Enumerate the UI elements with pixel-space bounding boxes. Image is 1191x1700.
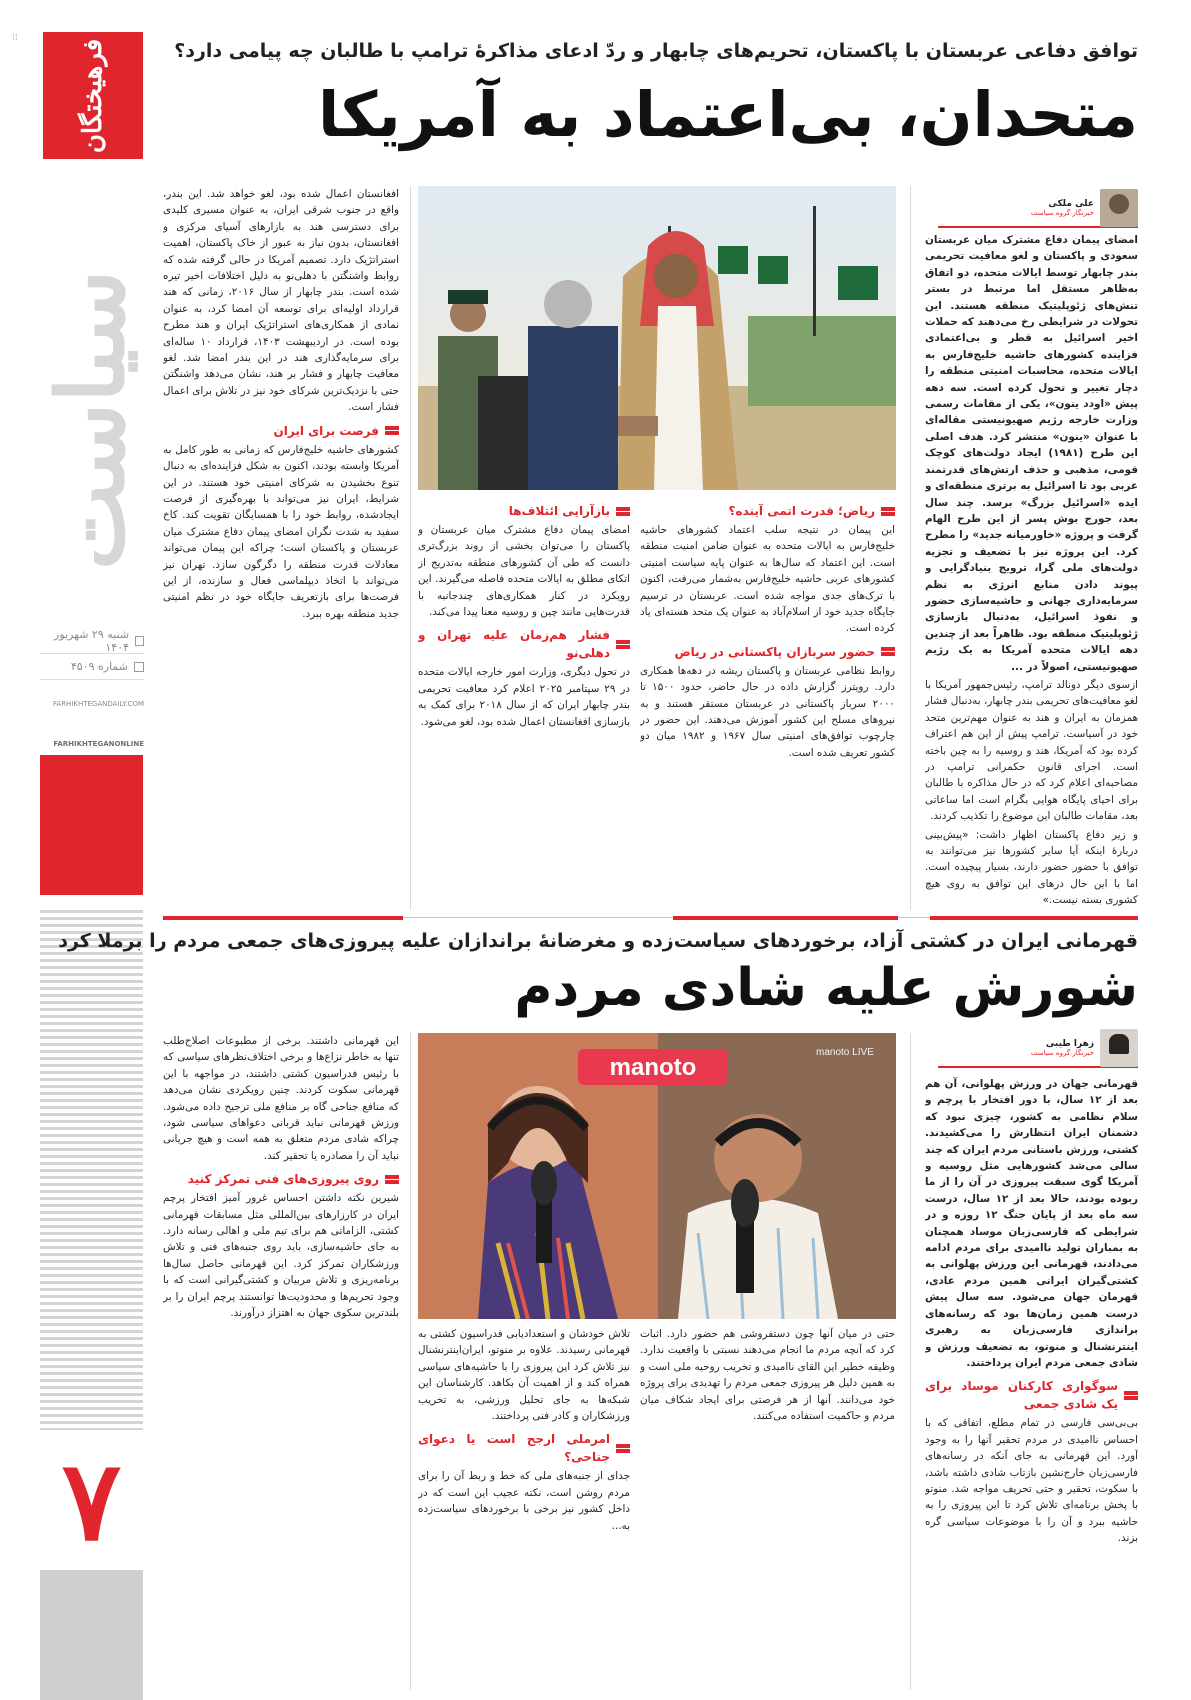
subheading: امرملی ارجح است یا دعوای جناحی؟	[418, 1430, 630, 1466]
article1-photo	[418, 186, 896, 490]
logo-text: فرهیختگان	[78, 38, 108, 153]
article1-column-mid-left	[418, 496, 630, 912]
article2-column-right	[925, 1076, 1138, 1690]
subheading: سوگواری کارکنان موساد برای یک شادی جمعی	[925, 1377, 1138, 1413]
paragraph: این پیمان در نتیجه سلب اعتماد کشورهای حاشیه خلیج‌فارس به ایالات متحده به عنوان ضامن امنیت منطقه است. این اعتماد که سال‌ها به عنوان پایه سیاست امنیتی کشورهای عربی حاشیه خلیج‌فارس به‌شمار می‌رفت، اکنون با ترک‌های جدی مواجه شده است. عربستان در ترسیم جایگاه جدید خود از اسلام‌آباد به عنوان یک متحد هسته‌ای یاد کرده است.	[640, 524, 895, 635]
article1-column-left	[163, 186, 399, 912]
article1-kicker: توافق دفاعی عربستان با پاکستان، تحریم‌های چابهار و ردّ ادعای مذاکرهٔ ترامپ با طالبان چه پیامی دارد؟	[174, 40, 1138, 62]
column-rule	[910, 186, 911, 910]
rail-red-block	[40, 755, 143, 895]
issue-date: شنبه ۲۹ شهریور ۱۴۰۴	[54, 627, 130, 654]
masthead-logo	[43, 32, 143, 159]
issue-info	[40, 628, 144, 680]
article2-headline: شورش علیه شادی مردم	[514, 958, 1138, 1018]
section-title-text: سیاست	[37, 269, 145, 571]
subheading: روی پیروزی‌های فنی تمرکز کنید	[163, 1170, 399, 1188]
paragraph: و زیر دفاع پاکستان اظهار داشت: «پیش‌بینی دربارهٔ اینکه آیا سایر کشورها نیز می‌توانند به توافق با حضور حضور دارند، بسیار پیچیده است. اما با این حال درهای این توافق به روی هیچ کشوری بسته نیست.»	[925, 828, 1138, 907]
author-role: خبرنگار گروه سیاست	[1030, 209, 1094, 217]
tv-logo: manoto	[609, 1054, 697, 1081]
tv-badge: manoto LIVE	[816, 1047, 874, 1058]
paragraph: تلاش خودشان و استعدادیابی فدراسیون کشتی به قهرمانی رسیدند. علاوه بر منوتو، ایران‌اینترنشنال نیز تلاش کرد این پیروزی را با حاشیه‌های سیاسی همراه کند و از اهمیت آن بکاهد. کارشناسان این شبکه‌ها به جای تحلیل ورزشی، به تخریب ورزشکاران و کادر فنی پرداختند.	[418, 1328, 630, 1423]
corner-mark: ⁞⁞	[12, 33, 18, 43]
paragraph: بی‌بی‌سی فارسی در تمام مطلع، اتفاقی که با احساس ناامیدی در مردم تحقیر آنها را به وجود آورد. این قهرمانی به جای آنکه در رسانه‌های فارسی‌زبان خارج‌نشین بازتاب شادی داشته باشد، با سکوت، تحقیر و حتی تحریف مواجه شد. منوتو با پخش برنامه‌ای تلاش کرد تا این پیروزی را به حاشیه ببرد و آن را با موضوعات سیاسی گره بزند.	[925, 1417, 1138, 1545]
article1-column-mid-right	[640, 496, 895, 912]
paragraph: کشورهای حاشیه خلیج‌فارس که زمانی به طور کامل به آمریکا وابسته بودند، اکنون به شکل فزاینده‌ای به دنبال تنوع بخشیدن به شرکای امنیتی خود هستند. در این شرایط، ایران نیز می‌تواند با بهره‌گیری از فرصت ایجادشده، روابط خود را با همسایگان تقویت کند. کاخ سفید به شدت نگران امضای پیمان دفاع مشترک میان عربستان و پاکستان است؛ چراکه این پیمان می‌تواند معادلات قدرت منطقه را دگرگون سازد. تهران نیز می‌تواند با اتخاذ دیپلماسی فعال و سازنده، از این فرصت‌ها برای بازتعریف جایگاه خود در نظم امنیتی جدید منطقه بهره ببرد.	[163, 443, 399, 620]
author-avatar	[1100, 189, 1138, 227]
social-handle[interactable]: FARHIKHTEGANONLINE	[53, 740, 144, 748]
website-url[interactable]: FARHIKHTEGANDAILY.COM	[53, 700, 144, 708]
paragraph: این قهرمانی داشتند. برخی از مطبوعات اصلاح‌طلب تنها به خاطر نزاع‌ها و برخی اختلاف‌نظرهای سیاسی که با رئیس فدراسیون کشتی داشتند، در مواجهه با این قهرمانی سکوت کردند. چنین رویکردی نشان می‌دهد که منافع جناحی گاه بر منافع ملی ترجیح داده می‌شود. ورزش قهرمانی نباید قربانی دعواهای سیاسی شود، چراکه شادی مردم متعلق به همه است و هیچ جریانی نباید آن را مصادره یا تحقیر کند.	[163, 1035, 399, 1162]
column-rule	[410, 186, 411, 910]
paragraph: شیرین نکته داشتن احساس غرور آمیز افتخار پرچم ایران در کارزارهای بین‌المللی مثل مسابقات قهرمانی کشتی، الزاماتی هم برای تیم ملی و اهالی رسانه دارد. به جای حاشیه‌سازی، باید روی جنبه‌های فنی و تلاش ورزشکاران تمرکز کرد. این قهرمانی حاصل سال‌ها برنامه‌ریزی و تلاش مربیان و کشتی‌گیرانی است که با وجود تحریم‌ها و محدودیت‌ها توانستند پرچم ایران را بر بلندترین سکوی جهان به اهتزاز درآورند.	[163, 1192, 399, 1320]
article1-headline: متحدان، بی‌اعتماد به آمریکا	[318, 78, 1138, 151]
photo-diplomatic-handshake	[418, 186, 896, 490]
article2-author	[938, 1030, 1138, 1068]
newspaper-icon	[134, 662, 144, 672]
column-rule	[910, 1033, 911, 1690]
subheading: بازآرایی ائتلاف‌ها	[418, 502, 630, 520]
section-divider	[673, 916, 898, 920]
issue-number: شماره ۴۵۰۹	[70, 660, 128, 673]
author-name: زهرا طیبی	[1045, 1039, 1094, 1049]
author-role: خبرنگار گروه سیاست	[1030, 1049, 1094, 1057]
paragraph: در تحول دیگری، وزارت امور خارجه ایالات متحده در ۲۹ سپتامبر ۲۰۲۵ اعلام کرد معافیت تحریمی بندر چابهار ایران که از سال ۲۰۱۸ برای کمک به بازسازی افغانستان اعمال شده بود، لغو می‌شود.	[418, 666, 630, 728]
article2-column-left	[163, 1033, 399, 1690]
section-divider	[163, 916, 403, 920]
article2-column-mid-right	[640, 1326, 895, 1690]
paragraph: جدای از جنبه‌های ملی که خط و ربط آن را برای مردم روشن است، نکته عجیب این است که در داخل کشور نیز برخی با برخوردهای سیاست‌زده به...	[418, 1470, 630, 1532]
rail-grey-block	[40, 1570, 143, 1700]
paragraph: قهرمانی جهان در ورزش پهلوانی، آن هم بعد از ۱۲ سال، با دور افتخار با پرچم و سلام نظامی به کشور، چیزی نبود که دشمنان ایران انتظارش را می‌کشیدند. کشتی، ورزش باستانی مردم ایران که چند سالی می‌شد کشورهایی مثل روسیه و آمریکا گوی سبقت پیروزی در آن را از ما ربوده بودند، حالا بعد از ۱۲ سال، درست سه ماه بعد از پایان جنگ ۱۲ روزه و در شرایطی که فارسی‌زبان موساد همچنان به بمباران تولید ناامیدی برای مردم ادامه می‌دادند، قهرمانی این ورزش پهلوانی به کشتی‌گیران ایرانی همین مردم عادی، قهرمان جهان می‌شود. سه سال پیش درست همین زمان‌ها بود که رسانه‌های براندازی فارسی‌زبان به رهبری اینترنشنال و منوتو، به تضعیف ورزش و شادی جمعی مردم ایران پرداختند.	[925, 1078, 1138, 1369]
article1-author	[938, 190, 1138, 228]
page-number: ۷	[61, 1435, 122, 1565]
calendar-icon	[135, 636, 144, 646]
issue-number-row	[40, 654, 144, 680]
column-rule	[410, 1033, 411, 1690]
article2-column-mid-left	[418, 1326, 630, 1690]
subheading: فرصت برای ایران	[163, 422, 399, 440]
paragraph: امضای پیمان دفاع مشترک میان عربستان سعودی و پاکستان و لغو معافیت تحریمی بندر چابهار توسط ایالات متحده، دو اتفاق به‌ظاهر مستقل اما مرتبط در بستر تنش‌های ژئوپلیتیک منطقه هستند. این تحولات در شرایطی رخ می‌دهند که حملات اخیر اسرائیل به قطر و بی‌اعتمادی فزاینده کشورهای حاشیه خلیج‌فارس به ایالات متحده، محاسبات امنیتی منطقه را دچار تغییر و تحول کرده است. سه دهه پیش «اودد ینون»، یکی از مقامات رسمی وزارت خارجه رژیم صهیونیستی مقاله‌ای با عنوان «ینون» منتشر کرد. هدف اصلی این طرح (۱۹۸۱) ایجاد دولت‌های کوچک قومی، مذهبی و حذف ارتش‌های قدرتمند عربی بود تا اسرائیل به برتری منطقه‌ای و ایده «اسرائیل بزرگ» برسد. چند سال بعد، جورج بوش پسر از این طرح الهام گرفت و پروژه «خاورمیانه جدید» را مطرح کرد. این پروژه نیز با تضعیف و تجزیه دولت‌های ملی گرا، ترویج بنیادگرایی و پیوند دادن منابع انرژی به نظم سرمایه‌داری جهانی و حاشیه‌سازی حضور و نفوذ اسرائیل، به‌دنبال بازسازی ژئوپلیتیک منطقه بود. ظاهراً بعد از چندین دهه ایالات متحده آمریکا به یک رژیم صهیونیستی، اصولاً در ...	[925, 234, 1138, 673]
paragraph: امضای پیمان دفاع مشترک میان عربستان و پاکستان را می‌توان بخشی از روند بزرگ‌تری دانست که طی آن کشورهای منطقه به‌تدریج از اتکای مطلق به ایالات متحده فاصله می‌گیرند. این رویکرد در کنار همکاری‌های چندجانبه با قدرت‌هایی مانند چین و روسیه معنا پیدا می‌کند.	[418, 524, 630, 619]
issue-date-row	[40, 628, 144, 654]
section-title	[36, 240, 146, 600]
paragraph: روابط نظامی عربستان و پاکستان ریشه در دهه‌ها همکاری دارد. رویترز گزارش داده در حال حاضر، حدود ۱۵۰۰ تا ۲۰۰۰ سرباز پاکستانی در عربستان مستقر هستند و به نیروهای مسلح این کشور آموزش می‌دهند. این حضور در چارچوب توافق‌های امنیتی سال ۱۹۶۷ و ۱۹۸۲ میان دو کشور تعریف شده است.	[640, 664, 895, 759]
photo-tv-studio	[418, 1033, 896, 1319]
left-rail	[0, 0, 145, 1700]
author-avatar	[1100, 1029, 1138, 1067]
paragraph: ازسوی دیگر دونالد ترامپ، رئیس‌جمهور آمریکا با لغو معافیت‌های تحریمی بندر چابهار، به‌دنبال فشار همزمان به ایران و هند به عنوان مهم‌ترین متحد خود در آسیاست. ترامپ پیش از این هم اعتراف کرده بود که آمریکا، هند و روسیه را به چین باخته است. اجرای قانون حکمرانی ترامپ در مصاحبه‌ای اعلام کرد که در حال مذاکره با طالبان برای احیای پایگاه هوایی بگرام است اما ساعاتی بعد، مقامات طالبان این موضوع را تکذیب کردند.	[925, 678, 1138, 823]
author-name: علی ملکی	[1048, 199, 1094, 209]
subheading: حضور سربازان پاکستانی در ریاض	[640, 643, 895, 661]
section-divider	[930, 916, 1138, 920]
article1-column-right	[925, 232, 1138, 912]
paragraph: حتی در میان آنها چون دستفروشی هم حضور دارد. اثبات کرد که آنچه مردم ما انجام می‌دهند نسبتی با واقعیت ندارد. وظیفه خطیر این القای ناامیدی و تخریب روحیه ملی است و به همین دلیل هر پیروزی جمعی مردم را تهدیدی برای پروژه خود می‌دانند. آنها از هر فرصتی برای ایجاد شکاف میان مردم و حاکمیت استفاده می‌کنند.	[640, 1328, 895, 1423]
article2-kicker: قهرمانی ایران در کشتی آزاد، برخوردهای سیاست‌زده و مغرضانهٔ براندازان علیه پیروزی‌های جمعی مردم را برملا کرد	[58, 930, 1138, 952]
subheading: ریاض؛ قدرت اتمی آینده؟	[640, 502, 895, 520]
subheading: فشار هم‌زمان علیه تهران و دهلی‌نو	[418, 626, 630, 662]
paragraph: افغانستان اعمال شده بود، لغو خواهد شد. این بندر، واقع در جنوب شرقی ایران، به عنوان مسیری کلیدی برای دسترسی هند به بازارهای آسیای مرکزی و افغانستان، بدون نیاز به عبور از خاک پاکستان، اهمیت استراتژیک دارد. تصمیم آمریکا در حالی گرفته شده که روابط واشنگتن با دهلی‌نو به دلیل اختلافات اخیر تیره شده است. بندر چابهار از سال ۲۰۱۶، زمانی که هند قرارداد اولیه‌ای برای توسعه آن امضا کرد، به عنوان نمادی از همکاری‌های استراتژیک ایران و هند مطرح بوده است. در اردیبهشت ۱۴۰۳، قرارداد ۱۰ ساله‌ای برای سرمایه‌گذاری هند در این بندر امضا شد. لغو معافیت چابهار و فشار بر هند، نشان می‌دهد واشنگتن حتی با نزدیک‌ترین شرکای خود نیز در تلاش برای اعمال فشار است.	[163, 188, 399, 414]
article2-photo	[418, 1033, 896, 1319]
rail-stripes	[40, 910, 143, 1430]
